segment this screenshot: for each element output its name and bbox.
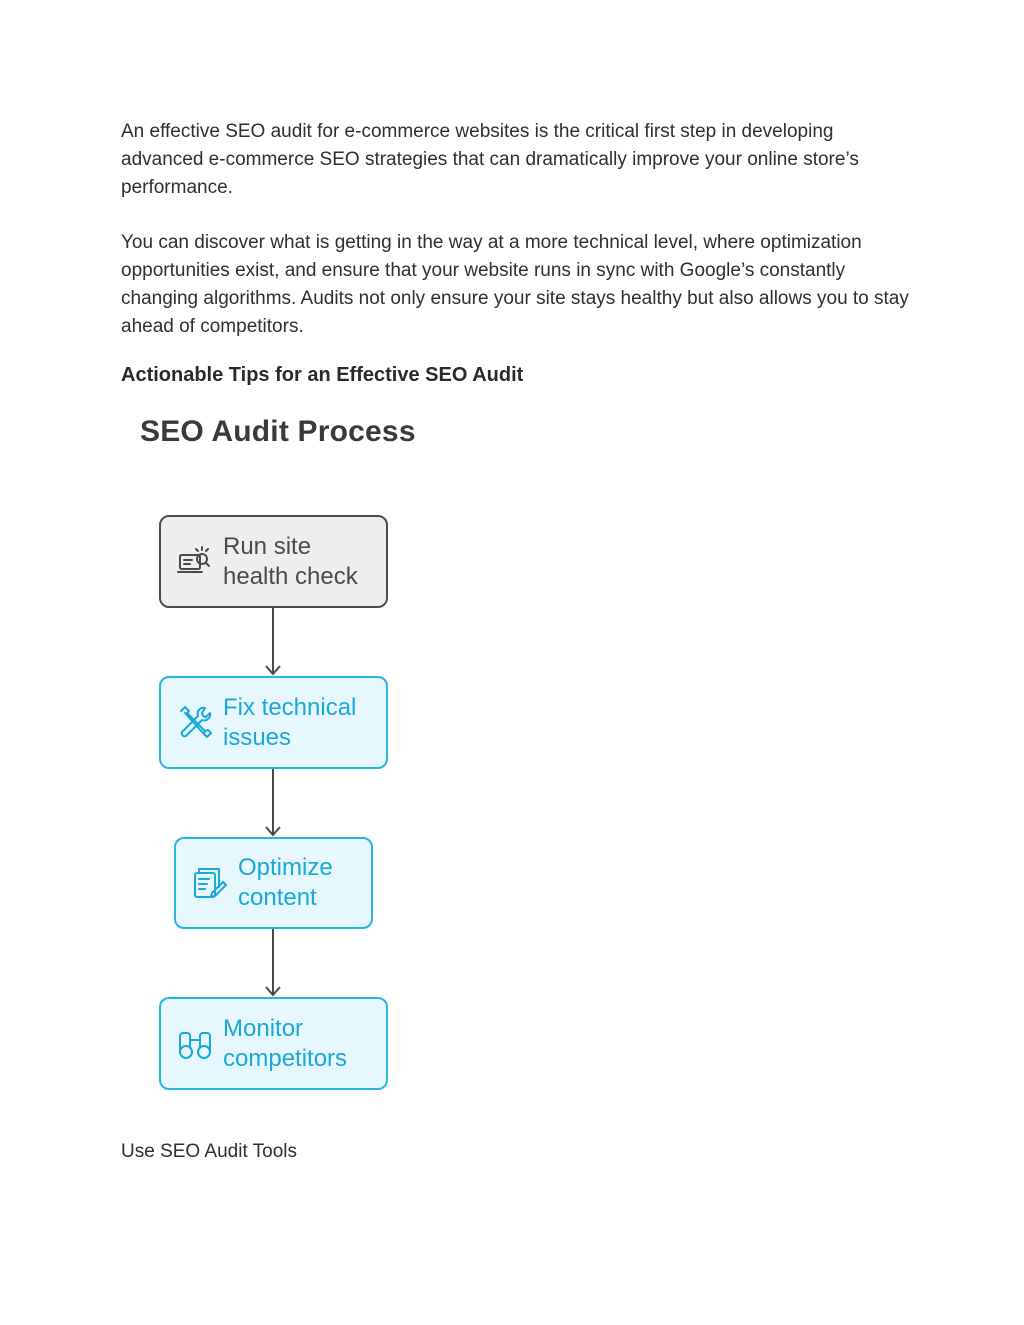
document-edit-icon <box>188 863 232 903</box>
step-monitor-competitors <box>159 997 388 1090</box>
arrow-down <box>263 769 283 837</box>
section-heading: Actionable Tips for an Effective SEO Audit <box>121 364 524 386</box>
arrow-down <box>263 608 283 676</box>
step-fix-technical-issues <box>159 676 388 769</box>
subsection-text: Use SEO Audit Tools <box>121 1141 298 1162</box>
step-run-site-health-check <box>159 515 388 608</box>
laptop-search-icon <box>173 542 217 582</box>
step-label: Monitor competitors <box>223 1014 348 1072</box>
step-label: Optimize content <box>238 854 333 911</box>
step-optimize-content <box>174 837 373 929</box>
step-label: Fix technical issues <box>223 693 357 751</box>
tools-icon <box>173 703 217 743</box>
step-label: Run site health check <box>223 532 358 590</box>
diagram-title: SEO Audit Process <box>140 415 416 448</box>
audit-paragraph: You can discover what is getting in the way at a more technical level, where optimization opportunities exist, and ensure that your website runs in sync with Google’s constantly changing algorithms. Audits not only ensure your site stays healthy but also allows you to stay ahead of competitors. <box>121 232 909 337</box>
arrow-down <box>263 929 283 997</box>
binoculars-icon <box>173 1024 217 1064</box>
intro-paragraph: An effective SEO audit for e-commerce websites is the critical first step in developing advanced e-commerce SEO strategies that can dramatically improve your online store’s performance. <box>121 121 859 198</box>
